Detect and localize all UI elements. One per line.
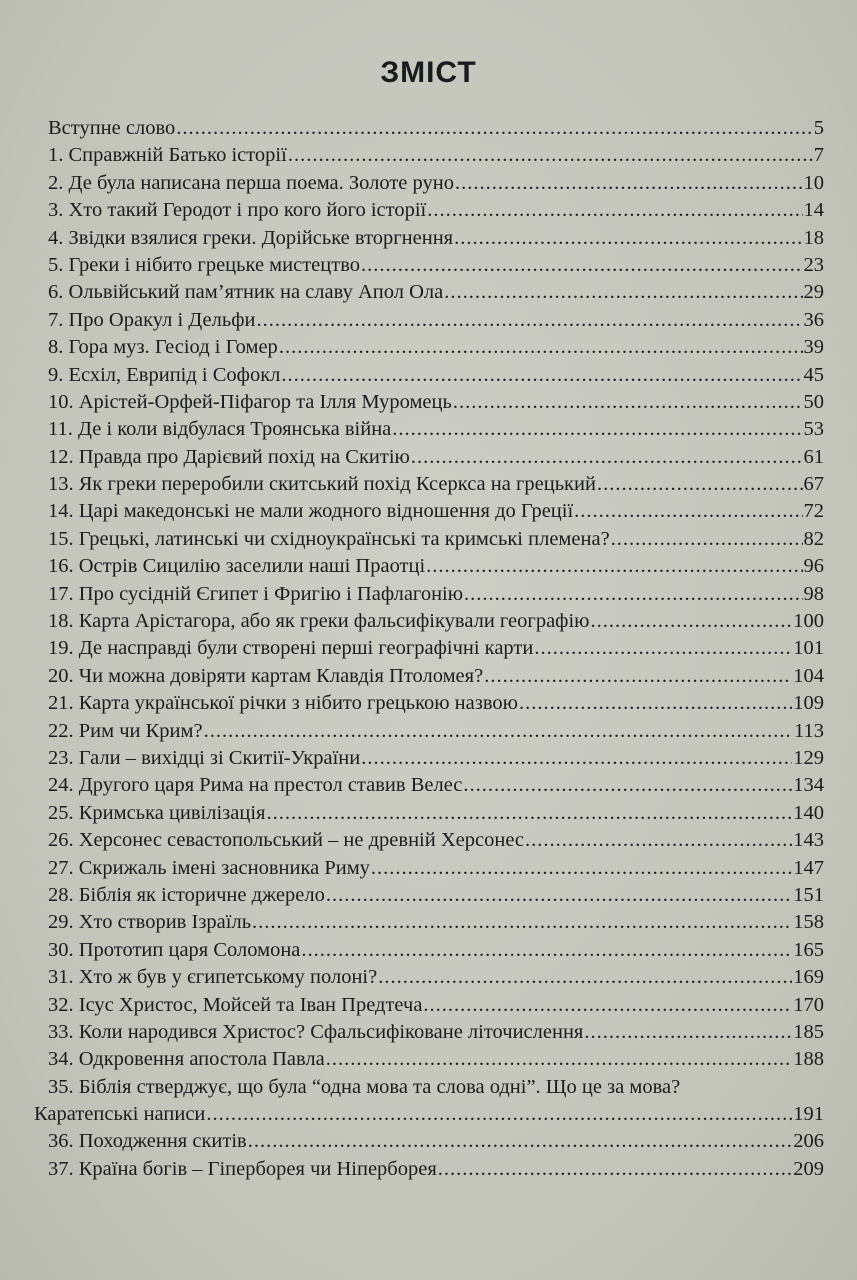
page-title: ЗМІСТ [380, 56, 477, 89]
toc-entry-title: 18. Карта Арістагора, або як греки фальсифікували географію [48, 610, 590, 633]
toc-leader-dots [574, 498, 802, 525]
toc-entry [34, 937, 824, 964]
toc-entry-title: 21. Карта української річки з нібито грецькою назвою [48, 692, 518, 715]
toc-leader-dots [371, 855, 792, 882]
toc-leader-dots [455, 170, 803, 197]
toc-leader-dots [423, 992, 792, 1019]
toc-page-number: 170 [793, 993, 824, 1016]
toc-page-number: 29 [803, 281, 824, 304]
toc-entry [34, 1074, 824, 1101]
toc-leader-dots [256, 307, 802, 334]
toc-entry-title: 15. Грецькі, латинські чи східноукраїнські та кримські племена? [48, 527, 610, 550]
toc-entry [34, 1101, 824, 1128]
toc-leader-dots [590, 608, 792, 635]
toc-entry-title: 31. Хто ж був у єгипетському полоні? [48, 966, 378, 989]
toc-leader-dots [584, 1019, 792, 1046]
toc-entry [34, 1046, 824, 1073]
toc-entry-title: 10. Арістей-Орфей-Піфагор та Ілля Муромець [48, 390, 452, 413]
toc-leader-dots [248, 1128, 793, 1155]
table-of-contents [34, 115, 824, 1183]
toc-leader-dots [288, 142, 813, 169]
toc-page-number: 140 [793, 801, 824, 824]
toc-entry-title: 26. Херсонес севастопольський – не древній Херсонес [48, 829, 525, 852]
toc-leader-dots [463, 772, 792, 799]
toc-entry [34, 362, 824, 389]
toc-leader-dots [453, 389, 803, 416]
toc-entry-title: 7. Про Оракул і Дельфи [48, 308, 256, 331]
toc-entry [34, 745, 824, 772]
toc-entry [34, 635, 824, 662]
toc-entry [34, 690, 824, 717]
toc-entry [34, 663, 824, 690]
toc-page-number: 72 [803, 500, 824, 523]
toc-page-number: 82 [803, 527, 824, 550]
toc-leader-dots [519, 690, 792, 717]
toc-page-number: 98 [803, 582, 824, 605]
toc-page-number: 45 [803, 363, 824, 386]
toc-leader-dots [534, 635, 792, 662]
toc-entry-title: 3. Хто такий Геродот і про кого його історії [48, 199, 427, 222]
toc-leader-dots [326, 1046, 793, 1073]
toc-entry [34, 553, 824, 580]
toc-entry-title: 1. Справжній Батько історії [48, 144, 287, 167]
toc-leader-dots [361, 745, 792, 772]
toc-page-number: 14 [803, 199, 824, 222]
toc-entry [34, 827, 824, 854]
toc-entry-title: 30. Прототип царя Соломона [48, 938, 301, 961]
toc-page-number: 206 [793, 1130, 824, 1153]
toc-page-number: 191 [793, 1103, 824, 1126]
toc-entry-title: 9. Есхіл, Еврипід і Софокл [48, 363, 281, 386]
toc-entry [34, 718, 824, 745]
toc-leader-dots [525, 827, 792, 854]
toc-page-number: 151 [793, 883, 824, 906]
toc-entry-title: 2. Де була написана перша поема. Золоте руно [48, 171, 454, 194]
toc-entry [34, 1156, 824, 1183]
toc-page-number: 18 [803, 226, 824, 249]
toc-page-number: 169 [793, 966, 824, 989]
toc-entry-title: 24. Другого царя Рима на престол ставив Велес [48, 774, 463, 797]
toc-entry-title: 20. Чи можна довіряти картам Клавдія Птоломея? [48, 664, 484, 687]
toc-leader-dots [454, 225, 802, 252]
toc-entry-title: 5. Греки і нібито грецьке мистецтво [48, 253, 360, 276]
toc-entry-title: 13. Як греки переробили скитський похід Ксеркса на грецький [48, 473, 596, 496]
toc-page-number: 53 [803, 418, 824, 441]
toc-entry [34, 279, 824, 306]
toc-entry [34, 581, 824, 608]
toc-entry-title: 17. Про сусідній Єгипет і Фригію і Пафлагонію [48, 582, 464, 605]
toc-entry-title: Каратепські написи [34, 1103, 206, 1126]
toc-entry [34, 307, 824, 334]
toc-page-number: 96 [803, 555, 824, 578]
toc-entry [34, 334, 824, 361]
toc-entry-title: 28. Біблія як історичне джерело [48, 883, 325, 906]
toc-entry-title: Вступне слово [48, 117, 176, 139]
toc-page-number: 165 [793, 938, 824, 961]
toc-entry-title: 4. Звідки взялися греки. Дорійське вторгнення [48, 226, 454, 249]
toc-leader-dots [279, 334, 803, 361]
toc-page-number: 23 [803, 253, 824, 276]
toc-leader-dots [611, 526, 803, 553]
toc-entry-title: 36. Походження скитів [48, 1130, 247, 1153]
toc-page-number: 39 [803, 336, 824, 359]
toc-entry [34, 964, 824, 991]
toc-entry [34, 389, 824, 416]
toc-leader-dots [392, 416, 802, 443]
toc-page-number: 61 [803, 445, 824, 468]
toc-leader-dots [464, 581, 802, 608]
toc-page-number: 50 [803, 390, 824, 413]
toc-page-number: 67 [803, 473, 824, 496]
toc-page-number: 5 [813, 117, 824, 139]
toc-page-number: 185 [793, 1020, 824, 1043]
toc-entry [34, 170, 824, 197]
toc-entry [34, 444, 824, 471]
toc-entry-title: 34. Одкровення апостола Павла [48, 1048, 325, 1071]
toc-entry [34, 416, 824, 443]
toc-leader-dots [301, 937, 792, 964]
toc-page-number: 7 [813, 144, 824, 167]
toc-page-number: 109 [793, 692, 824, 715]
toc-entry [34, 882, 824, 909]
toc-entry-title: 12. Правда про Дарієвий похід на Скитію [48, 445, 410, 468]
toc-entry [34, 471, 824, 498]
toc-leader-dots [411, 444, 803, 471]
toc-entry [34, 992, 824, 1019]
toc-leader-dots [204, 718, 793, 745]
toc-page-number: 147 [793, 856, 824, 879]
toc-leader-dots [438, 1156, 792, 1183]
toc-entry-title: 37. Країна богів – Гіперборея чи Ніперборея [48, 1157, 437, 1180]
toc-page-number: 101 [793, 637, 824, 660]
toc-leader-dots [252, 909, 792, 936]
toc-entry-title: 22. Рим чи Крим? [48, 719, 203, 742]
toc-leader-dots [281, 362, 802, 389]
toc-page-number: 113 [794, 719, 824, 742]
toc-entry-title: 8. Гора муз. Гесіод і Гомер [48, 336, 278, 359]
toc-entry-title: 32. Ісус Христос, Мойсей та Іван Предтеча [48, 993, 423, 1016]
toc-page-number: 104 [793, 664, 824, 687]
toc-leader-dots [266, 800, 792, 827]
toc-leader-dots [361, 252, 803, 279]
toc-page-number: 36 [803, 308, 824, 331]
toc-entry-title: 16. Острів Сицилію заселили наші Праотці [48, 555, 426, 578]
toc-leader-dots [378, 964, 792, 991]
toc-entry [34, 909, 824, 936]
toc-entry [34, 800, 824, 827]
toc-entry [34, 1128, 824, 1155]
toc-entry-title: 29. Хто створив Ізраїль [48, 911, 252, 934]
toc-entry-title: 33. Коли народився Христос? Сфальсифіковане літочислення [48, 1020, 584, 1043]
toc-entry-title: 23. Гали – вихідці зі Скитії-України [48, 746, 361, 769]
toc-page-number: 188 [793, 1048, 824, 1071]
toc-entry-title: 6. Ольвійський пам’ятник на славу Апол Ола [48, 281, 444, 304]
toc-entry [34, 142, 824, 169]
toc-entry-title: 35. Біблія стверджує, що була “одна мова та слова одні”. Що це за мова? [48, 1075, 681, 1098]
toc-entry [34, 498, 824, 525]
toc-entry-title: 14. Царі македонські не мали жодного відношення до Греції [48, 500, 574, 523]
toc-page-number: 209 [793, 1157, 824, 1180]
toc-leader-dots [484, 663, 792, 690]
toc-leader-dots [427, 197, 802, 224]
toc-leader-dots [597, 471, 803, 498]
toc-page-number: 10 [803, 171, 824, 194]
toc-entry [34, 252, 824, 279]
toc-entry [34, 526, 824, 553]
toc-entry-title: 27. Скрижаль імені засновника Риму [48, 856, 370, 879]
toc-leader-dots [444, 279, 802, 306]
toc-entry-title: 19. Де насправді були створені перші географічні карти [48, 637, 534, 660]
toc-page-number: 143 [793, 829, 824, 852]
toc-entry [34, 772, 824, 799]
toc-entry [34, 855, 824, 882]
toc-entry [34, 197, 824, 224]
toc-leader-dots [426, 553, 802, 580]
toc-page-number: 129 [793, 746, 824, 769]
toc-entry [34, 225, 824, 252]
toc-page-number: 100 [793, 610, 824, 633]
toc-page-number: 134 [793, 774, 824, 797]
toc-leader-dots [176, 115, 813, 142]
toc-page-number: 158 [793, 911, 824, 934]
toc-entry-title: 11. Де і коли відбулася Троянська війна [48, 418, 392, 441]
toc-leader-dots [326, 882, 792, 909]
toc-entry-title: 25. Кримська цивілізація [48, 801, 266, 824]
toc-entry [34, 115, 824, 142]
toc-entry [34, 608, 824, 635]
toc-entry [34, 1019, 824, 1046]
toc-leader-dots [206, 1101, 792, 1128]
